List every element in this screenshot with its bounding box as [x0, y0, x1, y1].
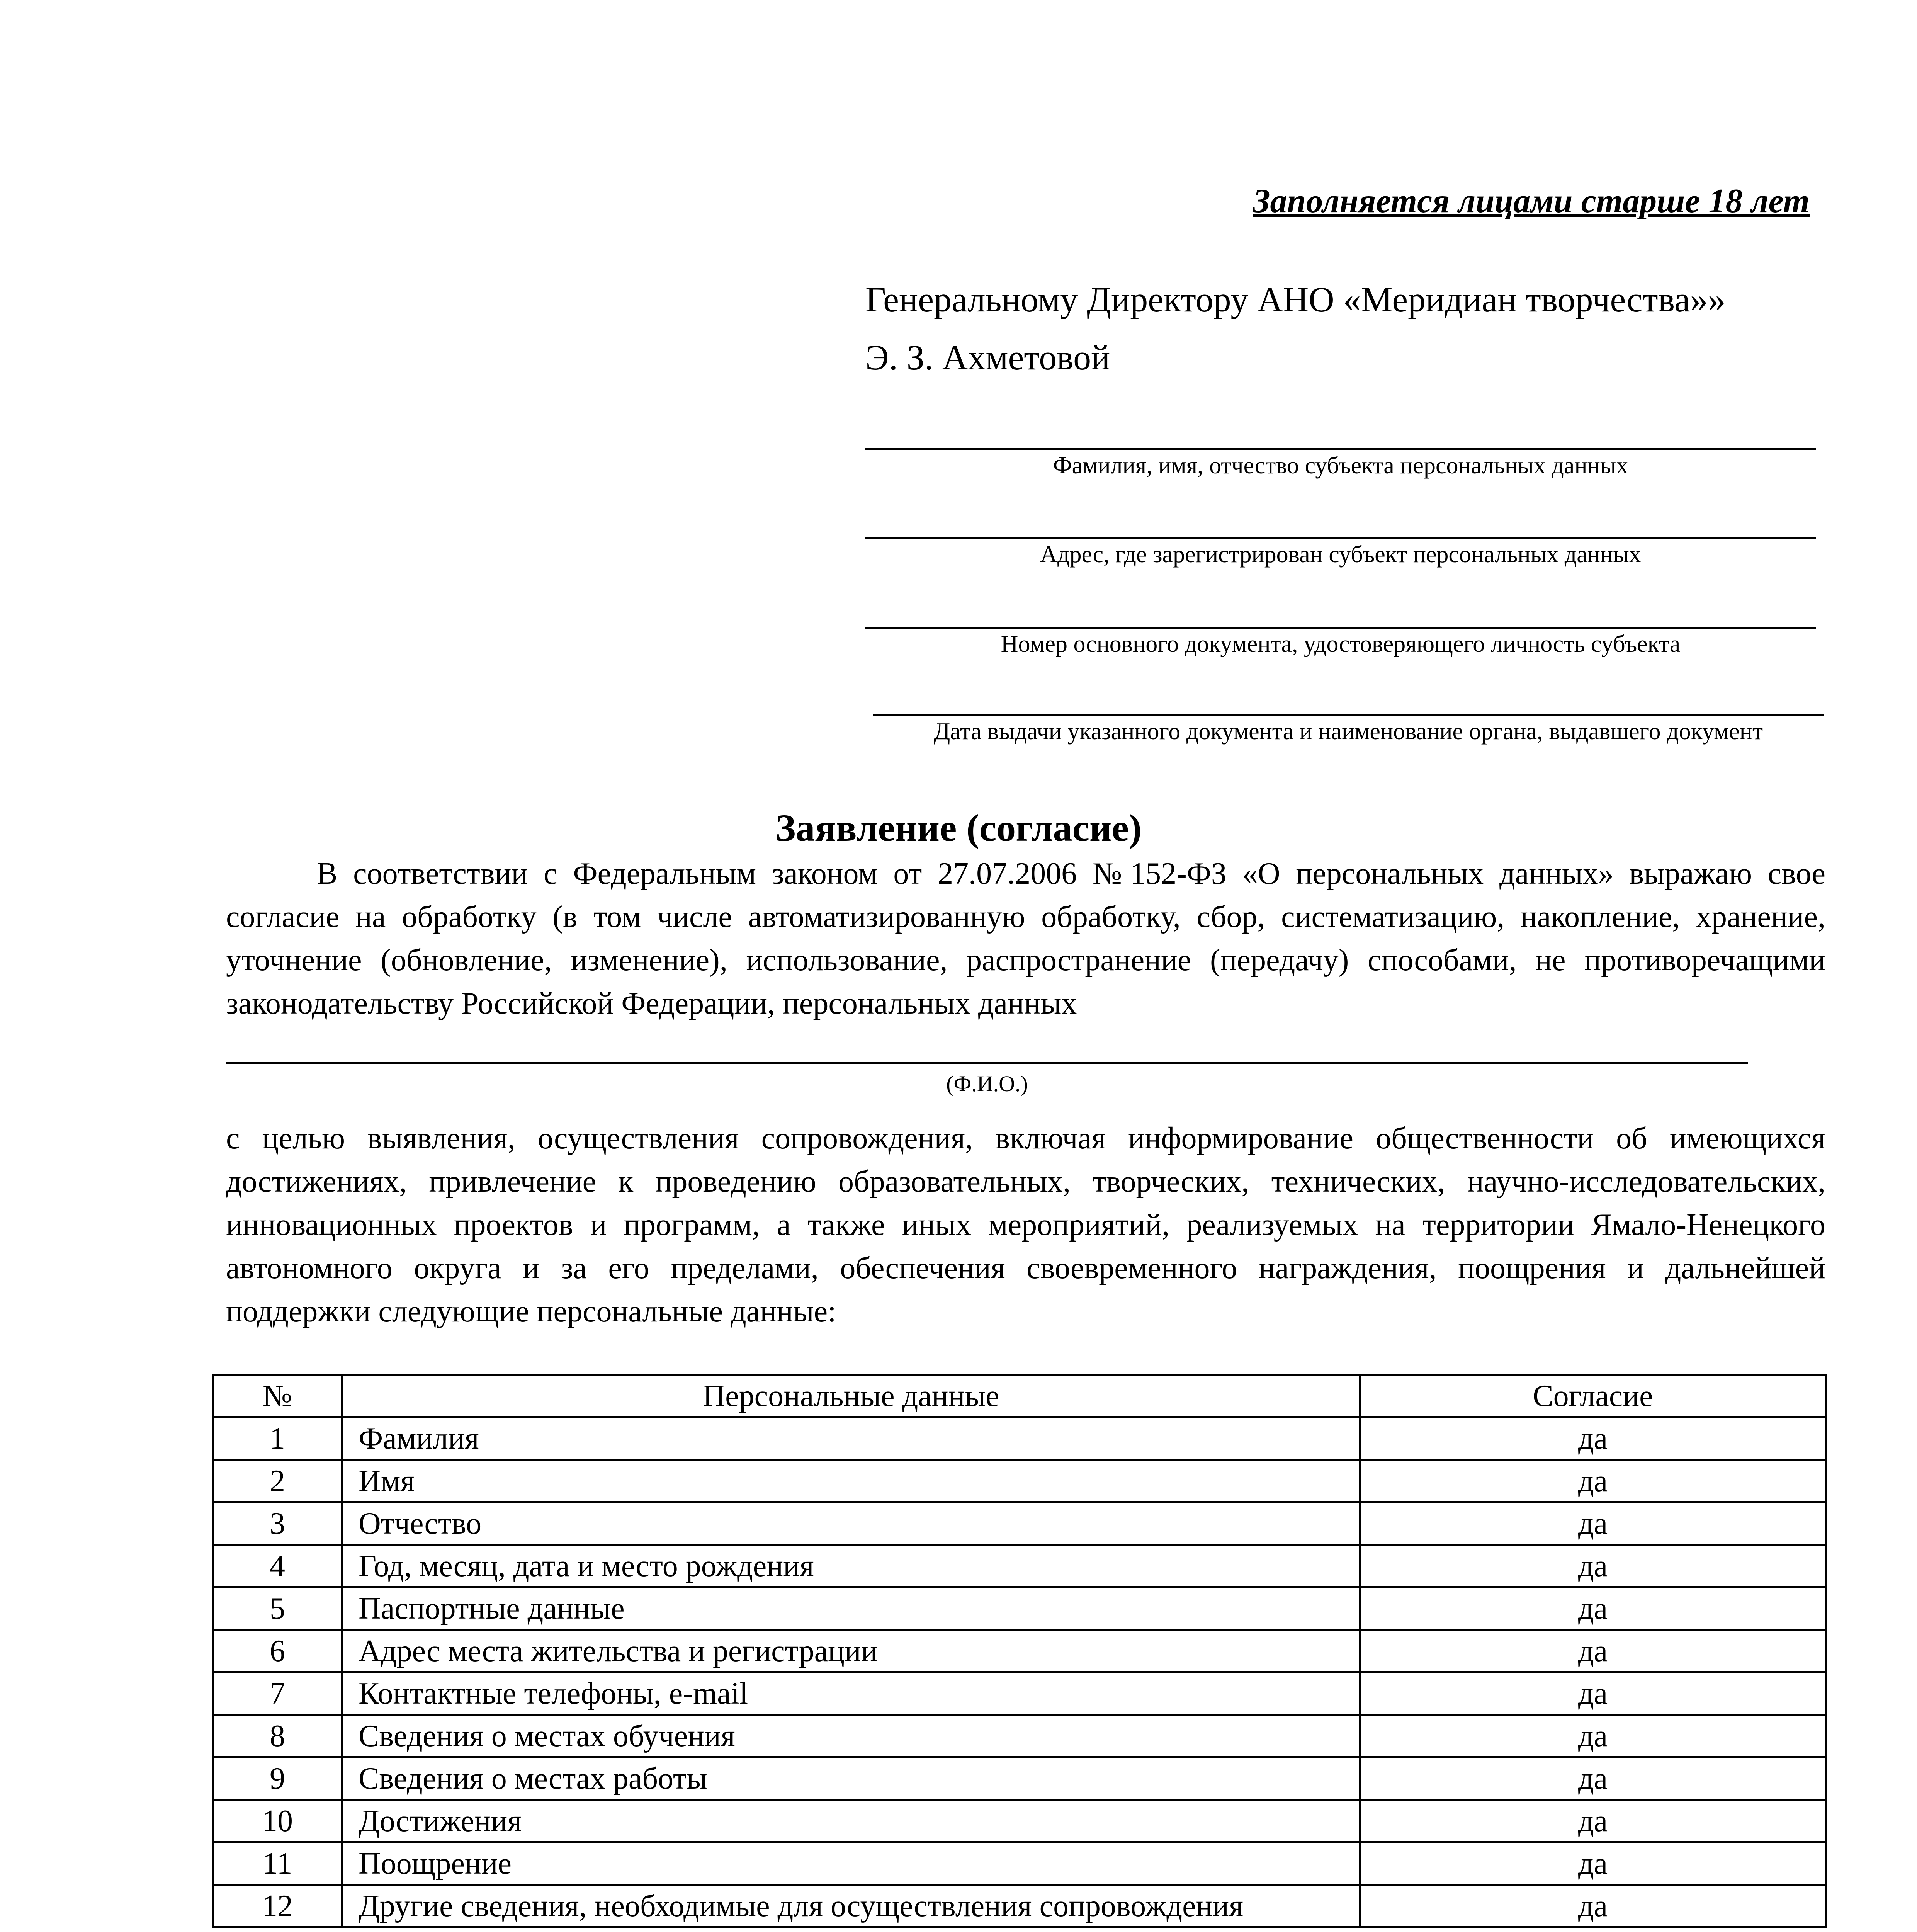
row-data: Сведения о местах обучения [342, 1715, 1360, 1757]
header-personal-data: Персональные данные [342, 1375, 1360, 1417]
document-title: Заявление (согласие) [775, 806, 1142, 849]
row-consent: да [1360, 1460, 1826, 1502]
table-row [213, 1545, 1826, 1587]
table-row [213, 1672, 1826, 1715]
row-consent: да [1360, 1757, 1826, 1800]
row-consent: да [1360, 1417, 1826, 1460]
row-consent: да [1360, 1800, 1826, 1842]
table-row [213, 1757, 1826, 1800]
row-consent: да [1360, 1672, 1826, 1715]
row-number: 8 [213, 1715, 342, 1757]
table-row [213, 1502, 1826, 1545]
row-number: 4 [213, 1545, 342, 1587]
row-data: Контактные телефоны, e-mail [342, 1672, 1360, 1715]
table-row [213, 1460, 1826, 1502]
row-consent: да [1360, 1715, 1826, 1757]
row-consent: да [1360, 1587, 1826, 1630]
table-header-row [213, 1375, 1826, 1417]
table-row [213, 1587, 1826, 1630]
intro-paragraph: В соответствии с Федеральным законом от 27.07.2006 №152-ФЗ «О персональных данных» выражаю свое согласие на обработку (в том числе автоматизированную обработку, сбор, систематизацию, накопление, хранение, уточнение (обновление, изменение), использование, распространение (передачу) способами, не противоречащими законодательству Российской Федерации, персональных данных [226, 857, 1825, 1020]
row-data: Сведения о местах работы [342, 1757, 1360, 1800]
row-number: 10 [213, 1800, 342, 1842]
fio-field[interactable] [226, 1062, 1748, 1064]
table-row [213, 1885, 1826, 1927]
row-data: Поощрение [342, 1842, 1360, 1885]
row-consent: да [1360, 1502, 1826, 1545]
table-row [213, 1630, 1826, 1672]
row-number: 3 [213, 1502, 342, 1545]
row-consent: да [1360, 1630, 1826, 1672]
row-number: 12 [213, 1885, 342, 1927]
row-number: 9 [213, 1757, 342, 1800]
table-row [213, 1715, 1826, 1757]
row-consent: да [1360, 1885, 1826, 1927]
row-data: Год, месяц, дата и место рождения [342, 1545, 1360, 1587]
row-data: Фамилия [342, 1417, 1360, 1460]
addressee [865, 270, 1831, 386]
row-number: 7 [213, 1672, 342, 1715]
purpose-paragraph: с целью выявления, осуществления сопровождения, включая информирование общественности об имеющихся достижениях, привлечение к проведению образовательных, творческих, технических, научно-исследовательских, инновационных проектов и программ, а также иных мероприятий, реализуемых на территории Ямало-Ненецкого автономного округа и за его пределами, обеспечения своевременного награждения, поощрения и дальнейшей поддержки следующие персональные данные: [226, 1121, 1825, 1328]
row-data: Отчество [342, 1502, 1360, 1545]
fio-caption: (Ф.И.О.) [946, 1071, 1028, 1096]
header-number: № [213, 1375, 342, 1417]
row-number: 1 [213, 1417, 342, 1460]
age-note: Заполняется лицами старше 18 лет [1253, 182, 1810, 220]
document-issue-caption: Дата выдачи указанного документа и наименование органа, выдавшего документ [933, 718, 1763, 745]
row-data: Другие сведения, необходимые для осуществления сопровождения [342, 1885, 1360, 1927]
row-data: Достижения [342, 1800, 1360, 1842]
addressee-name: Э. З. Ахметовой [865, 338, 1110, 377]
row-number: 2 [213, 1460, 342, 1502]
row-consent: да [1360, 1842, 1826, 1885]
row-consent: да [1360, 1545, 1826, 1587]
address-caption: Адрес, где зарегистрирован субъект персональных данных [1040, 541, 1641, 568]
personal-data-table [212, 1374, 1827, 1928]
row-data: Имя [342, 1460, 1360, 1502]
addressee-position: Генеральному Директору АНО «Меридиан творчества»» [865, 280, 1726, 319]
row-data: Адрес места жительства и регистрации [342, 1630, 1360, 1672]
full-name-caption: Фамилия, имя, отчество субъекта персональных данных [1053, 452, 1628, 479]
header-consent: Согласие [1360, 1375, 1826, 1417]
table-row [213, 1842, 1826, 1885]
id-document-caption: Номер основного документа, удостоверяющего личность субъекта [1001, 631, 1681, 657]
row-number: 6 [213, 1630, 342, 1672]
row-number: 11 [213, 1842, 342, 1885]
table-row [213, 1800, 1826, 1842]
row-number: 5 [213, 1587, 342, 1630]
table-row [213, 1417, 1826, 1460]
row-data: Паспортные данные [342, 1587, 1360, 1630]
